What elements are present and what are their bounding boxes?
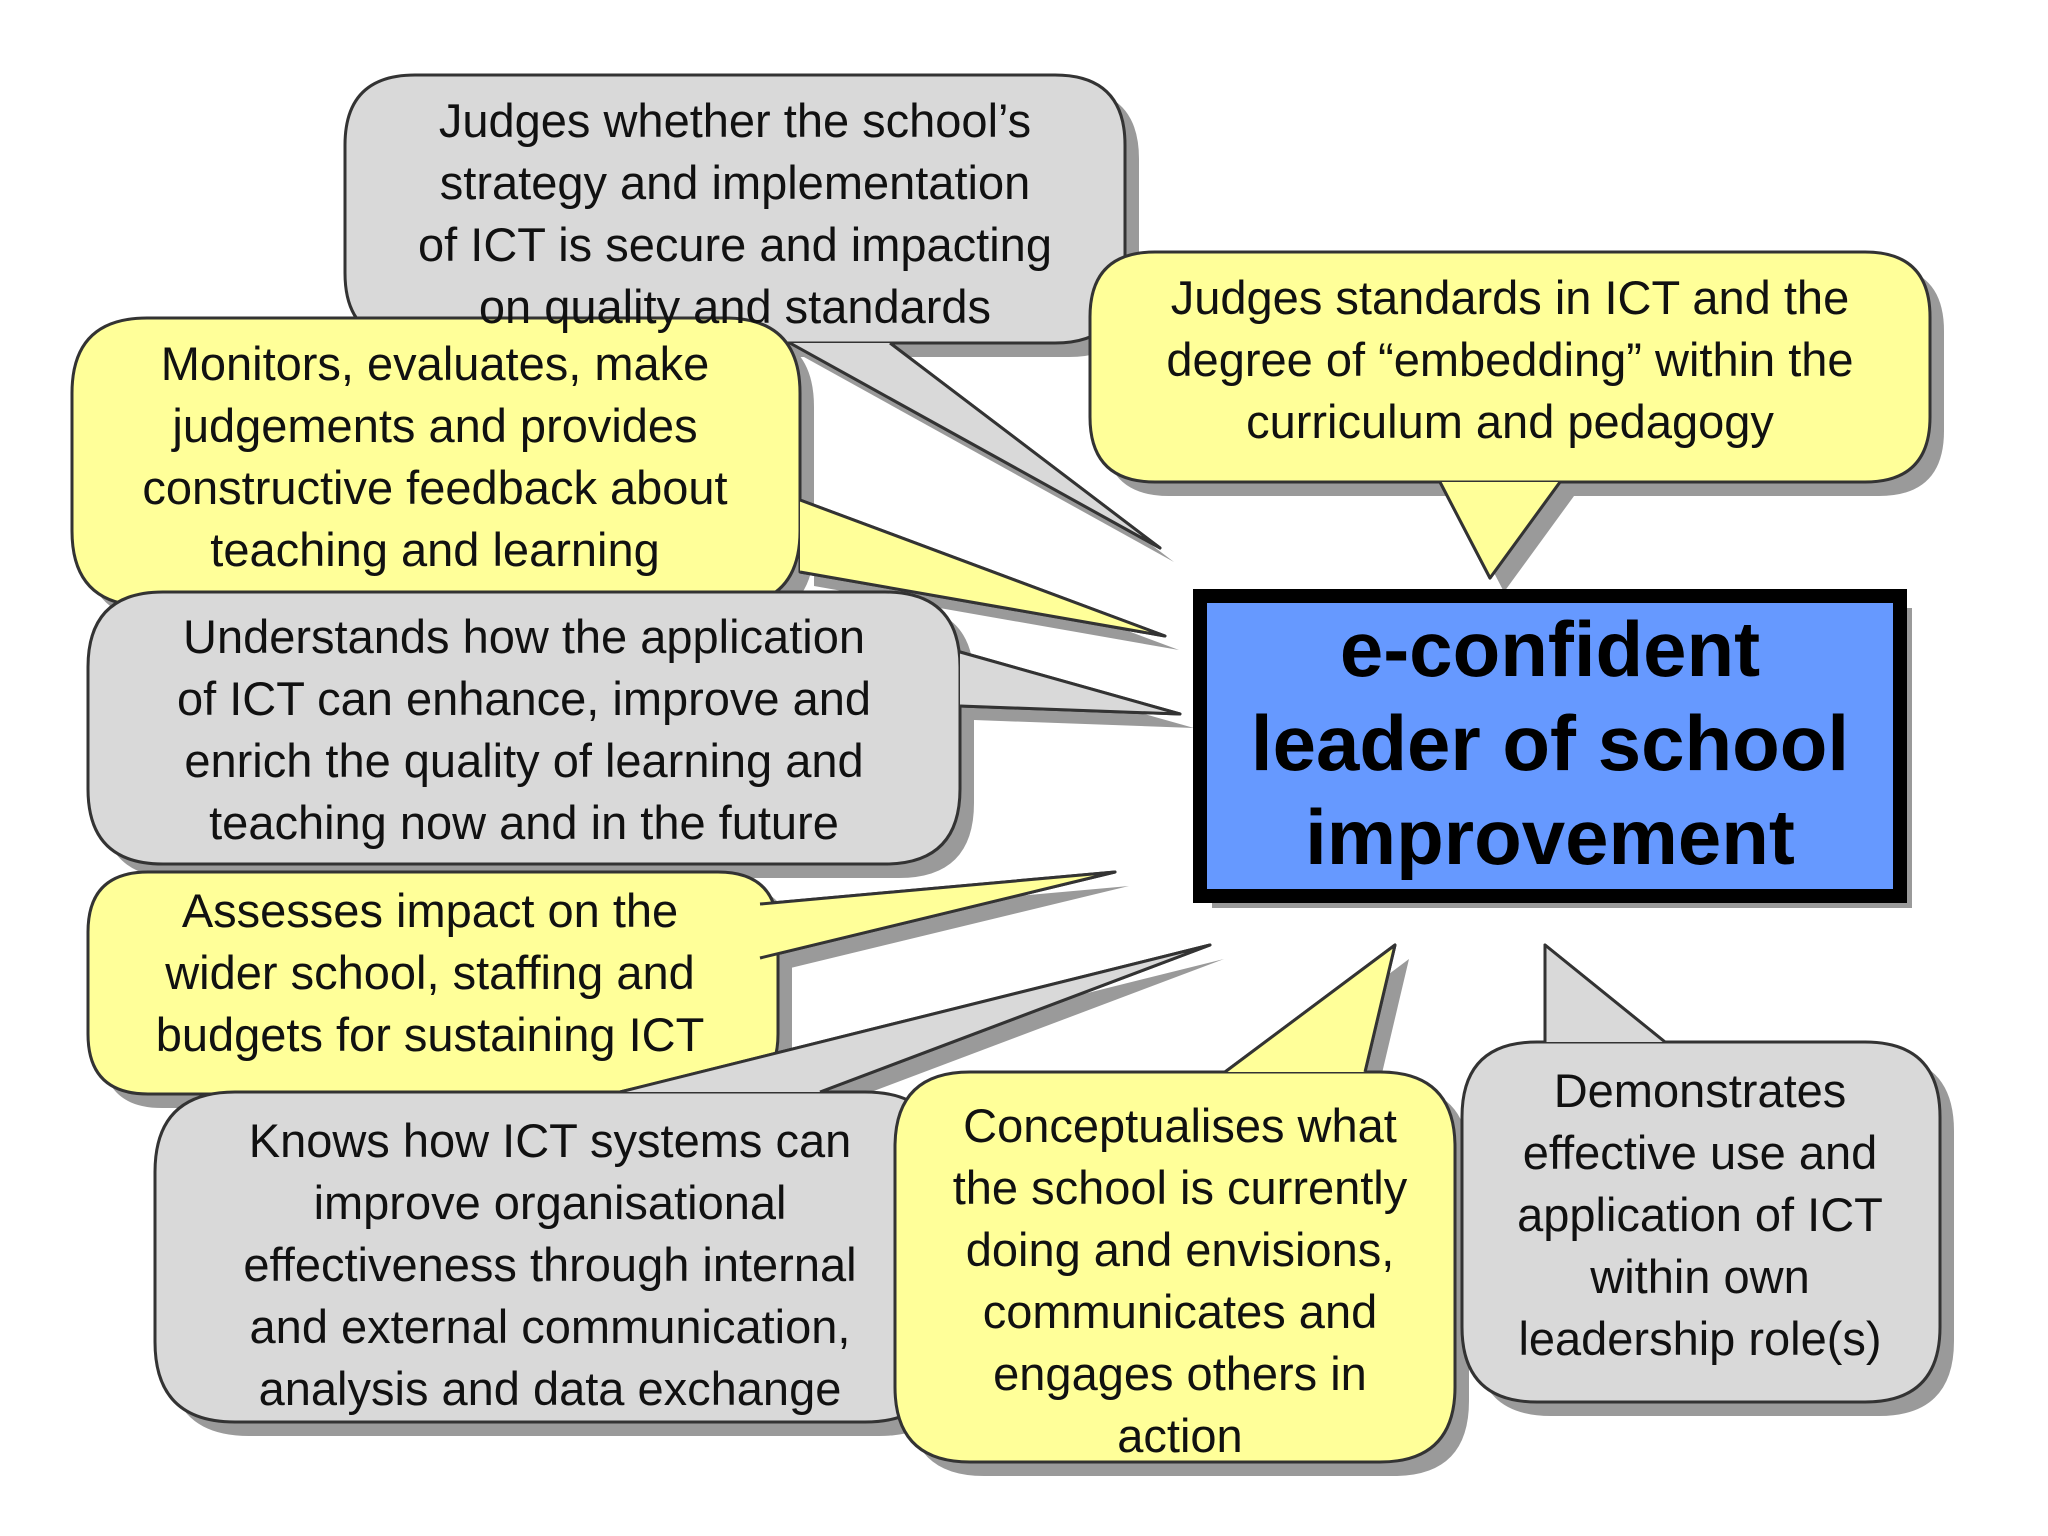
center-title	[1200, 602, 1900, 884]
callout-understands-application-text	[112, 606, 936, 854]
callout-judges-standards-text	[1095, 267, 1925, 453]
callout-line: budgets for sustaining ICT	[155, 1008, 705, 1061]
callout-line: improve organisational	[313, 1176, 787, 1229]
callout-line: effective use and	[1522, 1126, 1878, 1179]
callout-line: of ICT is secure and impacting	[418, 218, 1052, 271]
callout-line: Assesses impact on the	[181, 884, 679, 937]
callout-line: doing and envisions,	[965, 1223, 1395, 1276]
callout-line: communicates and	[982, 1285, 1378, 1338]
callout-line: action	[1117, 1409, 1243, 1462]
callout-line: Judges standards in ICT and the	[1170, 271, 1850, 324]
callout-line: teaching now and in the future	[209, 796, 839, 849]
callout-demonstrates-text	[1475, 1060, 1925, 1370]
callout-conceptualises-text	[910, 1095, 1450, 1467]
callout-line: curriculum and pedagogy	[1246, 395, 1774, 448]
callout-line: Judges whether the school’s	[438, 94, 1032, 147]
callout-line: effectiveness through internal	[243, 1238, 857, 1291]
center-title-line: e-confident	[1339, 605, 1761, 693]
callout-line: wider school, staffing and	[165, 946, 695, 999]
callout-line: and external communication,	[249, 1300, 851, 1353]
callout-line: teaching and learning	[210, 523, 660, 576]
callout-line: judgements and provides	[172, 399, 698, 452]
callout-line: Understands how the application	[183, 610, 865, 663]
callout-assesses-impact-text	[95, 880, 765, 1066]
callout-judges-strategy-text	[355, 90, 1115, 338]
callout-knows-systems-text	[180, 1110, 920, 1420]
callout-line: degree of “embedding” within the	[1166, 333, 1854, 386]
callout-line: enrich the quality of learning and	[184, 734, 864, 787]
callout-line: application of ICT	[1517, 1188, 1883, 1241]
callout-line: analysis and data exchange	[258, 1362, 842, 1415]
callout-line: Demonstrates	[1553, 1064, 1847, 1117]
callout-line: the school is currently	[952, 1161, 1408, 1214]
callout-line: constructive feedback about	[142, 461, 728, 514]
callout-line: on quality and standards	[478, 280, 992, 333]
callout-line: Monitors, evaluates, make	[160, 337, 710, 390]
callout-line: of ICT can enhance, improve and	[176, 672, 872, 725]
callout-line: Conceptualises what	[963, 1099, 1397, 1152]
callout-monitors-evaluates-text	[80, 333, 790, 581]
center-title-line: improvement	[1305, 793, 1795, 881]
callout-line: leadership role(s)	[1518, 1312, 1882, 1365]
callout-line: Knows how ICT systems can	[248, 1114, 852, 1167]
center-title-line: leader of school	[1250, 699, 1850, 787]
callout-line: engages others in	[993, 1347, 1367, 1400]
callout-line: within own	[1590, 1250, 1810, 1303]
callout-line: strategy and implementation	[439, 156, 1031, 209]
